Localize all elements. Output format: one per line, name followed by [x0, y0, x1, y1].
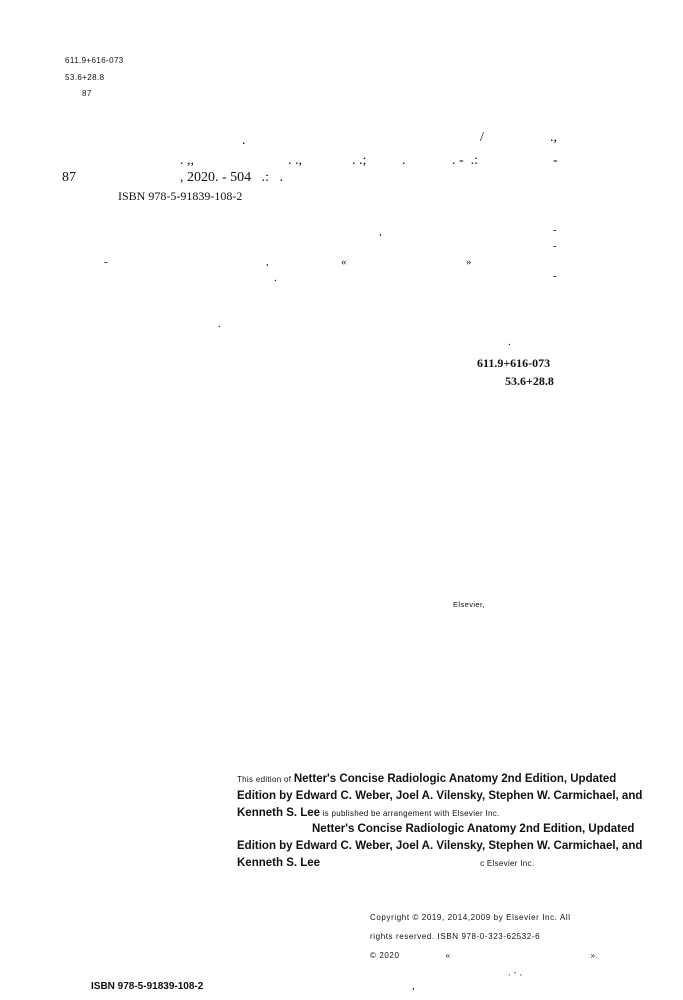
- text-mark: »: [466, 256, 472, 268]
- author-sign: 87: [82, 89, 92, 98]
- text-mark: .: [508, 336, 511, 348]
- english-notice-p2: [237, 821, 649, 872]
- text-mark: ,: [379, 226, 382, 238]
- header-mark: /: [480, 130, 484, 145]
- bbk-right: 53.6+28.8: [505, 374, 554, 388]
- copyright-year: © 2020: [370, 951, 400, 960]
- copyright-line-4: , - ,: [508, 968, 523, 977]
- notice-lead: This edition of: [237, 775, 294, 784]
- notice-tail-2: c Elsevier Inc.: [480, 859, 535, 868]
- header-mark: .,: [550, 130, 557, 145]
- footer-isbn: ISBN 978-5-91839-108-2: [91, 981, 204, 992]
- notice-title-2: Netter's Concise Radiologic Anatomy 2nd Edition, Updated Edition by Edward C. Weber, Joel A. Vilensky, Stephen W. Carmichael, and Kenneth S. Lee: [237, 823, 643, 869]
- footer-mark: ,: [412, 980, 415, 992]
- notice-tail-1: is published be arrangement with Elsevier Inc.: [320, 809, 500, 818]
- header-mark: -: [553, 153, 558, 168]
- copyright-line-3: [370, 946, 598, 966]
- text-mark: ,: [266, 256, 269, 268]
- header-mark: . - .:: [452, 153, 479, 168]
- text-mark: .: [274, 272, 277, 284]
- notice-title-1: Netter's Concise Radiologic Anatomy 2nd Edition, Updated Edition by Edward C. Weber, Joel A. Vilensky, Stephen W. Carmichael, and Kenneth S. Lee: [237, 773, 643, 819]
- text-mark: -: [553, 224, 557, 236]
- quote-open: «: [445, 951, 451, 960]
- text-mark: -: [553, 240, 557, 252]
- copyright-line-1: Copyright © 2019, 2014,2009 by Elsevier Inc. All: [370, 913, 571, 922]
- header-mark: .: [402, 153, 406, 168]
- header-mark: . .;: [352, 153, 367, 168]
- bbk-code: 53.6+28.8: [65, 73, 105, 82]
- header-mark: . ,,: [180, 153, 194, 168]
- copyright-line-2: rights reserved. ISBN 978-0-323-62532-6: [370, 932, 541, 941]
- entry-isbn: ISBN 978-5-91839-108-2: [118, 189, 243, 203]
- quote-close: ».: [590, 951, 599, 960]
- entry-imprint: , 2020. - 504 .: .: [180, 170, 284, 185]
- udk-right: 611.9+616-073: [477, 356, 551, 370]
- elsevier-mark: Elsevier,: [453, 600, 485, 609]
- entry-sign: 87: [62, 170, 76, 185]
- header-mark: . .,: [288, 153, 302, 168]
- header-mark: .: [242, 133, 246, 148]
- text-mark: .: [218, 318, 221, 330]
- udk-code: 611.9+616-073: [65, 56, 124, 65]
- text-mark: -: [553, 270, 557, 282]
- english-notice-p1: [237, 771, 649, 822]
- text-mark: «: [341, 256, 347, 268]
- text-mark: -: [104, 256, 108, 268]
